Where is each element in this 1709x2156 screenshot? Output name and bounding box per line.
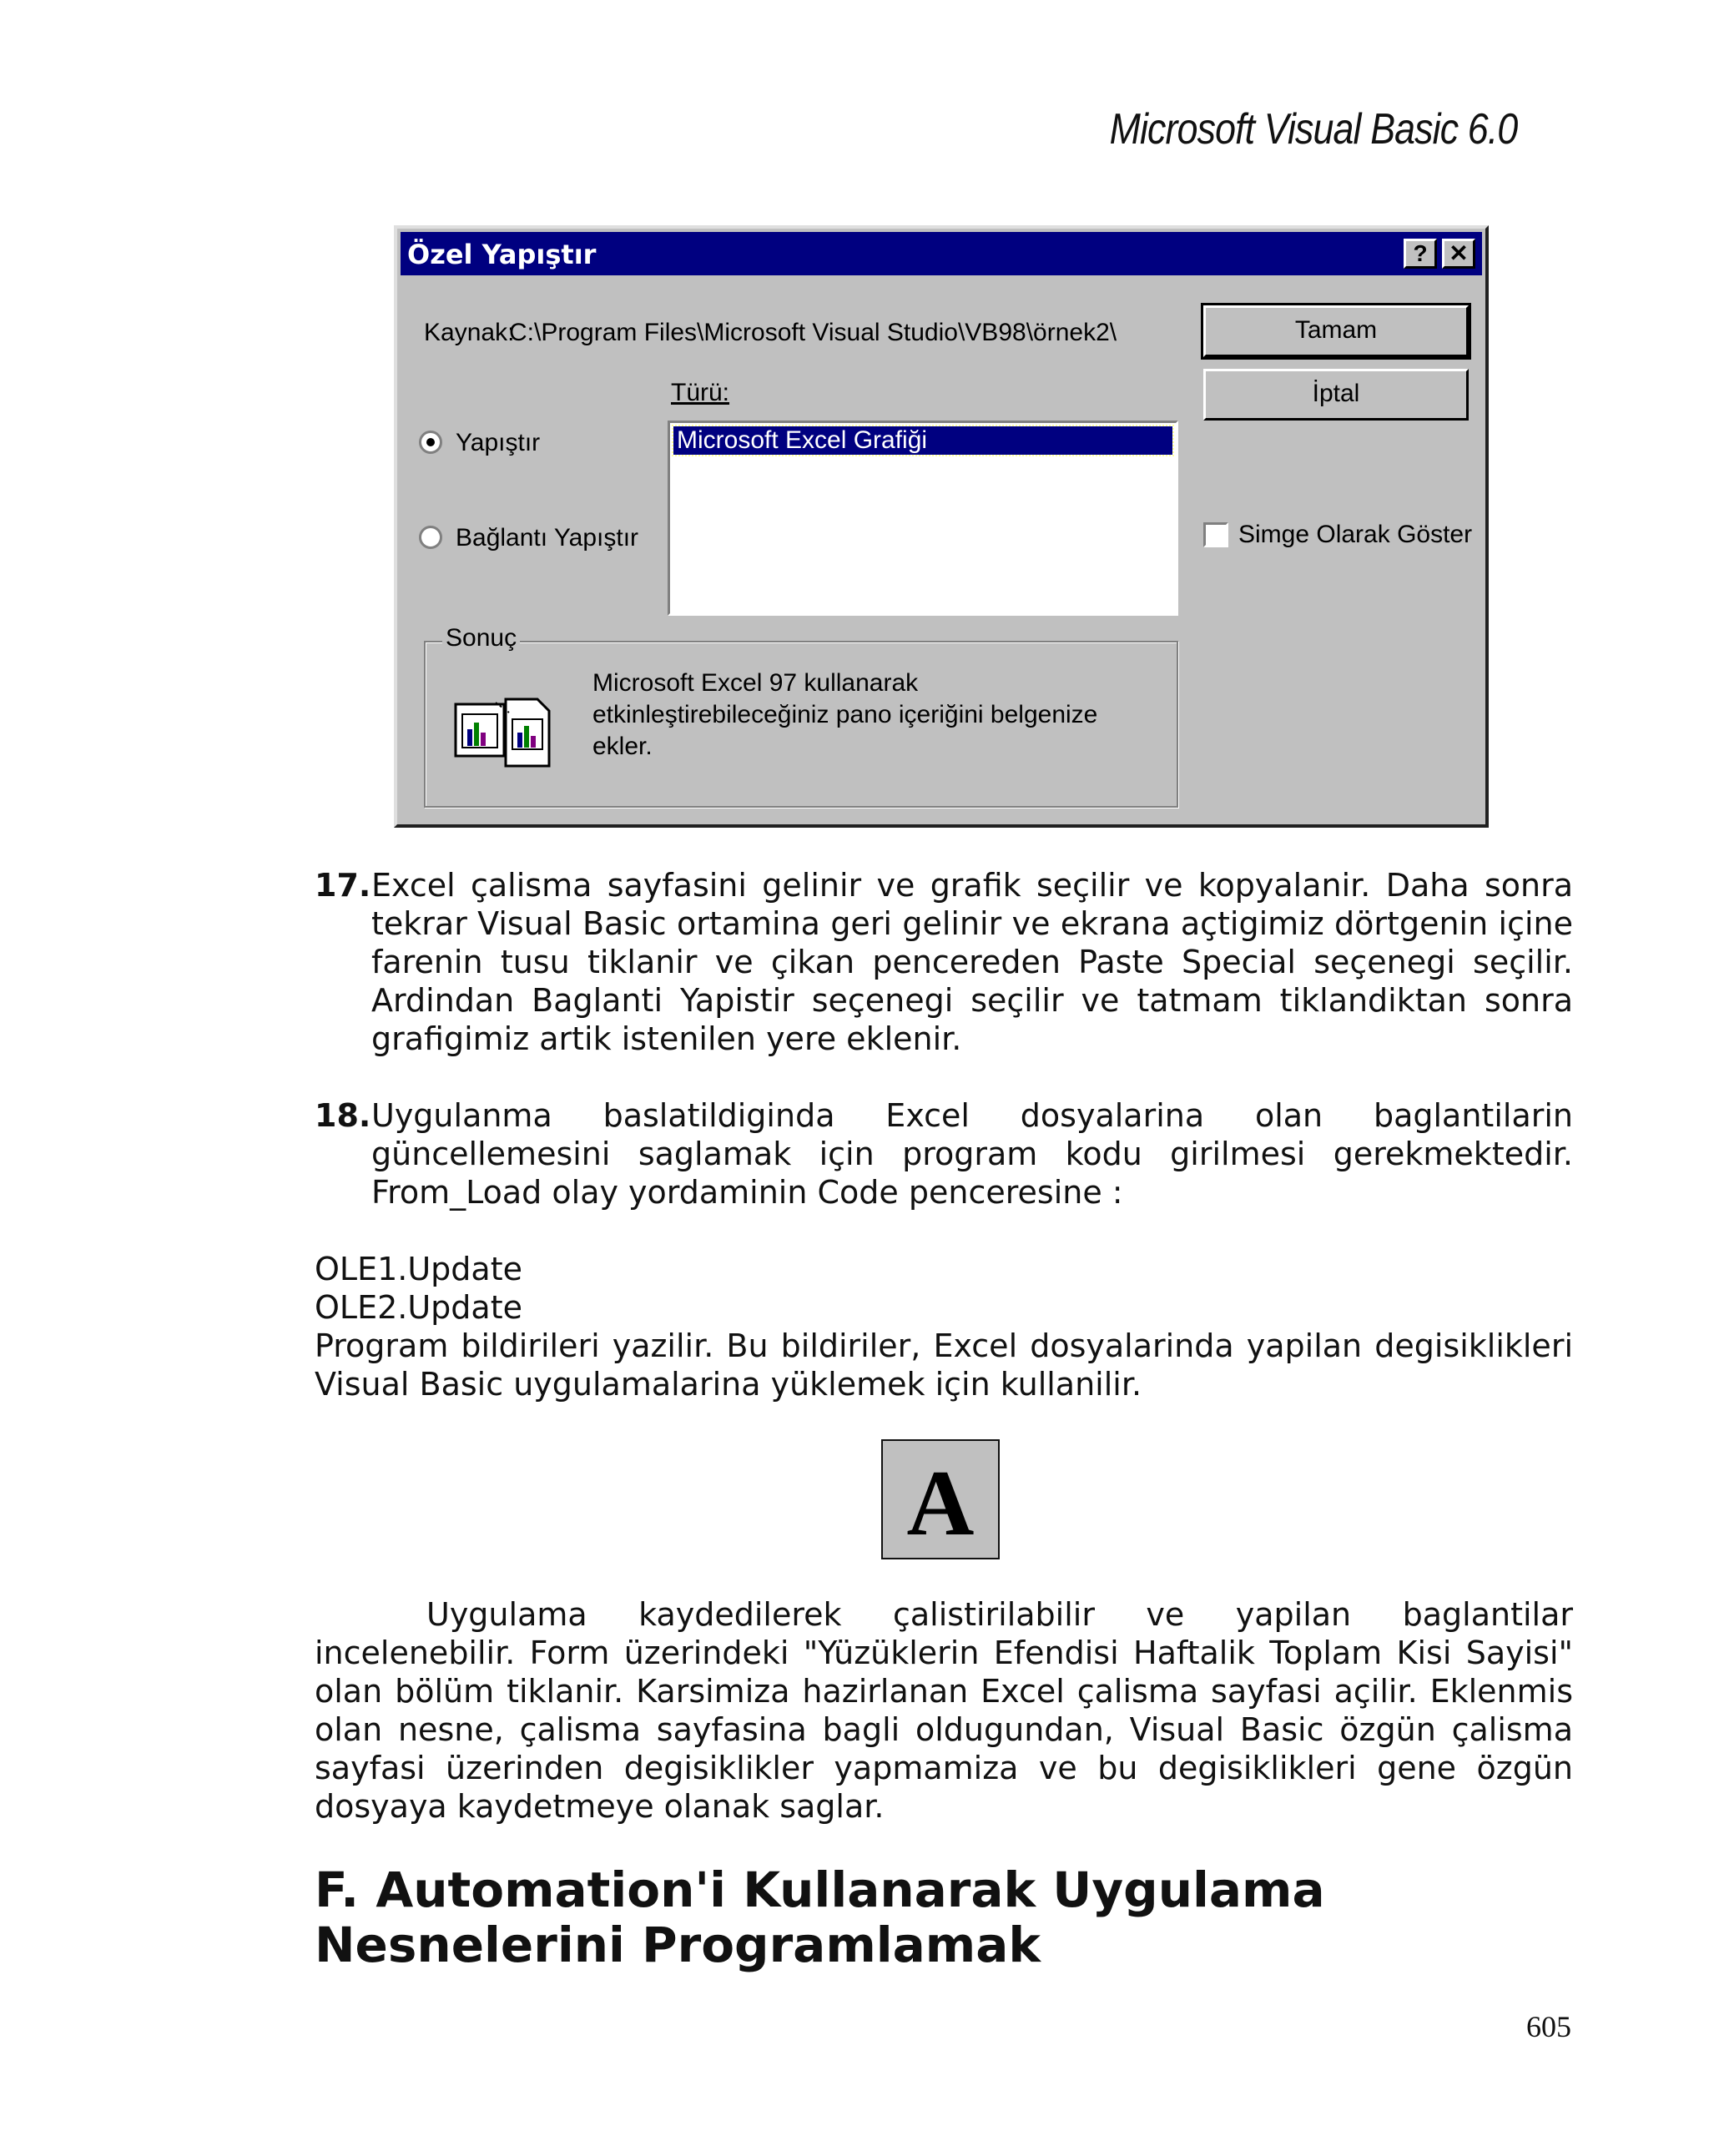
paste-special-dialog bbox=[394, 225, 1489, 828]
explanation-paragraph: Program bildirileri yazilir. Bu bildiriler, Excel dosyalarinda yapilan degisiklikleri Visual Basic uygulamalarina yüklemek için kullanilir. bbox=[315, 1327, 1573, 1403]
ok-button[interactable]: Tamam bbox=[1203, 305, 1469, 357]
section-heading: F. Automation'i Kullanarak Uygulama Nesnelerini Programlamak bbox=[315, 1861, 1325, 1973]
step-number: 17. bbox=[315, 867, 371, 904]
paste-result-icon bbox=[454, 696, 554, 778]
icon-letter: A bbox=[906, 1452, 975, 1555]
paste-link-radio[interactable] bbox=[419, 526, 442, 549]
page-number: 605 bbox=[1526, 2010, 1571, 2043]
help-button[interactable]: ? bbox=[1404, 239, 1437, 269]
result-label: Sonuç bbox=[442, 624, 520, 652]
ole-toolbox-icon bbox=[881, 1439, 1000, 1559]
list-item-selected[interactable]: Microsoft Excel Grafiği bbox=[673, 426, 1172, 455]
paste-radio[interactable] bbox=[419, 431, 442, 454]
type-listbox[interactable] bbox=[668, 421, 1178, 616]
result-groupbox bbox=[424, 624, 1178, 808]
step-text: Excel çalisma sayfasini gelinir ve grafik seçilir ve kopyalanir. Daha sonra tekrar Visual Basic ortamina geri gelinir ve ekrana açtigimiz dörtgenin içine farenin tusu tiklanir ve çikan pencereden Paste Special seçenegi seçilir. Ardindan Baglanti Yapistir seçenegi seçilir ve tatmam tiklandiktan sonra grafigimiz artik istenilen yere eklenir. bbox=[371, 867, 1573, 1057]
code-line: OLE1.Update bbox=[315, 1251, 522, 1287]
result-description: Microsoft Excel 97 kullanarak etkinleştirebileceğiniz pano içeriğini belgenize ekler. bbox=[592, 669, 1098, 760]
step-number: 18. bbox=[315, 1097, 371, 1134]
paste-link-radio-label[interactable]: Bağlantı Yapıştır bbox=[456, 524, 639, 552]
running-header: Microsoft Visual Basic 6.0 bbox=[1109, 105, 1517, 154]
dialog-titlebar bbox=[401, 232, 1482, 275]
paste-radio-label[interactable]: Yapıştır bbox=[456, 429, 541, 456]
dialog-title: Özel Yapıştır bbox=[407, 239, 597, 270]
show-as-icon-checkbox[interactable] bbox=[1203, 522, 1228, 547]
cancel-button[interactable]: İptal bbox=[1203, 369, 1469, 421]
source-label: Kaynak: bbox=[424, 319, 515, 346]
closing-paragraph: Uygulama kaydedilerek çalistirilabilir ve yapilan baglantilar incelenebilir. Form üzerindeki "Yüzüklerin Efendisi Haftalik Toplam Kisi Sayisi" olan bölüm tiklanir. Karsimiza hazirlanan Excel çalisma sayfasi açilir. Eklenmis olan nesne, çalisma sayfasina bagli oldugundan, Visual Basic özgün çalisma sayfasi üzerinden degisiklikler yapmamiza ve bu degisiklikleri gene özgün dosyaya kaydetmeye olanak saglar. bbox=[315, 1596, 1573, 1825]
radio-selected-dot bbox=[426, 438, 435, 446]
source-path: C:\Program Files\Microsoft Visual Studio\VB98\örnek2\ bbox=[509, 319, 1117, 346]
type-label: Türü: bbox=[671, 379, 730, 406]
code-line: OLE2.Update bbox=[315, 1289, 522, 1326]
show-as-icon-label[interactable]: Simge Olarak Göster bbox=[1238, 521, 1473, 548]
close-button[interactable]: ✕ bbox=[1442, 239, 1475, 269]
step-text: Uygulanma baslatildiginda Excel dosyalarina olan baglantilarin güncellemesini saglamak için program kodu girilmesi gerekmektedir. From_Load olay yordaminin Code penceresine : bbox=[371, 1097, 1573, 1211]
